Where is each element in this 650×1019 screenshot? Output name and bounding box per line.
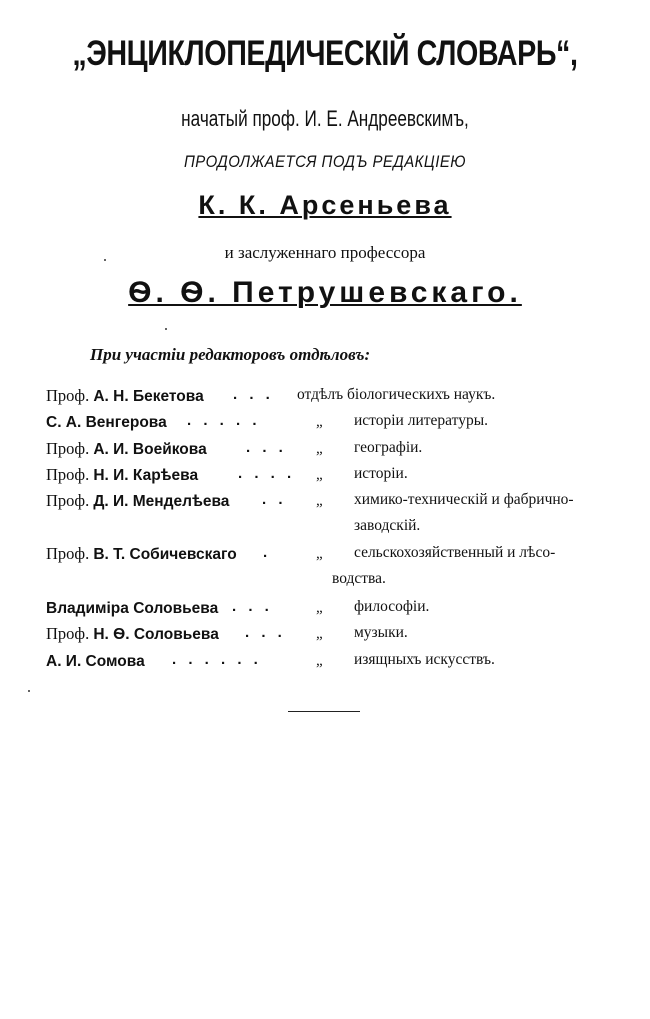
section-editors-heading: При участіи редакторовъ отдѣловъ: — [90, 345, 371, 364]
editor-name: Владиміра Соловьева — [46, 600, 219, 617]
ditto-mark: „ — [316, 493, 323, 509]
list-item — [0, 651, 650, 677]
department: исторіи литературы. — [354, 412, 488, 429]
leader-dots: . . . — [246, 439, 287, 456]
list-item — [0, 624, 650, 650]
department: географіи. — [354, 439, 423, 456]
leader-dots: . . . — [245, 624, 286, 641]
ditto-mark: „ — [316, 546, 323, 562]
department: сельскохозяйственный и лѣсо- — [354, 544, 556, 561]
and-professor-line: и заслуженнаго профессора — [224, 243, 426, 262]
closing-rule — [288, 711, 360, 712]
list-item — [0, 439, 650, 465]
editor-arsenyev: К. К. Арсеньева — [198, 190, 452, 220]
ditto-mark: „ — [316, 467, 323, 483]
department-continuation: водства. — [332, 570, 386, 587]
ditto-mark: „ — [316, 441, 323, 457]
ditto-mark: „ — [316, 626, 323, 642]
leader-dots: . . . . — [238, 465, 296, 482]
editor-name: Проф. А. И. Воейкова — [46, 439, 207, 458]
editor-name: Проф. Н. Ѳ. Соловьева — [46, 624, 219, 643]
editor-name: Проф. В. Т. Собичевскаго — [46, 544, 237, 563]
encyclopedia-title: „ЭНЦИКЛОПЕДИЧЕСКІЙ СЛОВАРЬ“, — [72, 34, 578, 73]
list-item — [0, 491, 650, 517]
scan-speck — [165, 328, 167, 330]
leader-dots: . . . . . — [187, 412, 261, 429]
list-item — [0, 465, 650, 491]
editor-name: Проф. Н. И. Карѣева — [46, 465, 199, 484]
department: изящныхъ искусствъ. — [354, 651, 495, 668]
list-item — [0, 412, 650, 438]
scan-speck — [104, 259, 106, 261]
editor-name: Проф. Д. И. Менделѣева — [46, 491, 230, 510]
founder-line: начатый проф. И. Е. Андреевскимъ, — [181, 106, 469, 131]
leader-dots: . . — [262, 491, 287, 508]
list-item — [0, 598, 650, 624]
editor-name: С. А. Венгерова — [46, 414, 167, 431]
list-item — [0, 544, 650, 570]
department-continuation: заводскій. — [354, 517, 421, 534]
department: философіи. — [354, 598, 430, 615]
leader-dots: . — [263, 544, 272, 561]
editor-name: Проф. А. Н. Бекетова — [46, 386, 204, 405]
editor-petrushevsky: Ѳ. Ѳ. Петрушевскаго. — [128, 276, 522, 309]
department-prefix: отдѣлъ біологическихъ наукъ. — [297, 386, 496, 403]
department: химико-техническій и фабрично- — [354, 491, 574, 508]
continued-under-editorship: ПРОДОЛЖАЕТСЯ ПОДЪ РЕДАКЦІЕЮ — [183, 152, 467, 171]
leader-dots: . . . — [233, 386, 274, 403]
department: музыки. — [354, 624, 408, 641]
editor-name: А. И. Сомова — [46, 653, 145, 670]
department: исторіи. — [354, 465, 408, 482]
ditto-mark: „ — [316, 653, 323, 669]
scan-speck — [28, 690, 30, 692]
leader-dots: . . . — [232, 598, 273, 615]
ditto-mark: „ — [316, 414, 323, 430]
ditto-mark: „ — [316, 600, 323, 616]
list-item — [0, 386, 650, 412]
leader-dots: . . . . . . — [172, 651, 262, 668]
